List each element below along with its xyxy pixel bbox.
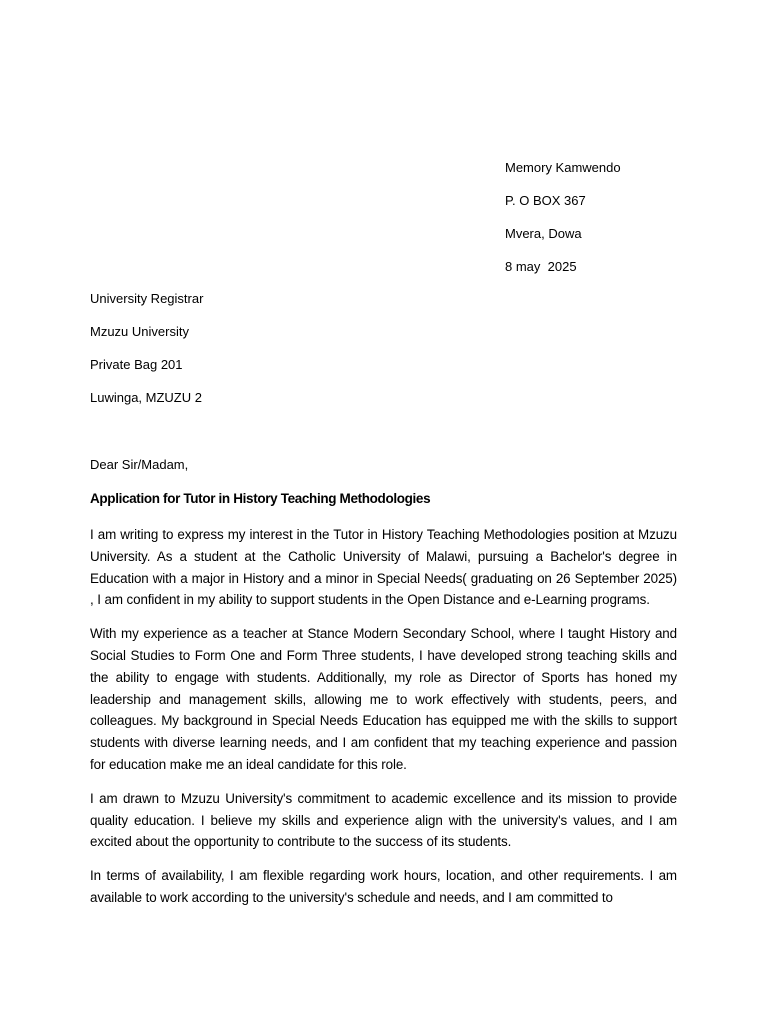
- recipient-title: University Registrar: [90, 291, 204, 306]
- salutation: Dear Sir/Madam,: [90, 457, 189, 472]
- sender-name: Memory Kamwendo: [505, 160, 621, 175]
- sender-po-box: P. O BOX 367: [505, 193, 586, 208]
- recipient-institution: Mzuzu University: [90, 324, 189, 339]
- recipient-private-bag: Private Bag 201: [90, 357, 183, 372]
- body-paragraph: With my experience as a teacher at Stance Modern Secondary School, where I taught History and Social Studies to Form One and Form Three students, I have developed strong teaching skills and the ability to engage with students. Additionally, my role as Director of Sports has honed my leadership and management skills, allowing me to work effectively with students, peers, and colleagues. My background in Special Needs Education has equipped me with the skills to support students with diverse learning needs, and I am confident that my teaching experience and passion for education make me an ideal candidate for this role.: [90, 626, 677, 772]
- recipient-address-block: [90, 290, 490, 422]
- sender-location: Mvera, Dowa: [505, 226, 582, 241]
- body-paragraph: In terms of availability, I am flexible regarding work hours, location, and other requirements. I am available to work according to the university's schedule and needs, and I am committed to: [90, 868, 677, 905]
- body-paragraph: I am writing to express my interest in the Tutor in History Teaching Methodologies position at Mzuzu University. As a student at the Catholic University of Malawi, pursuing a Bachelor's degree in Education with a major in History and a minor in Special Needs( graduating on 26 September 2025) , I am confident in my ability to support students in the Open Distance and e-Learning programs.: [90, 527, 677, 608]
- letter-date: 8 may 2025: [505, 259, 577, 274]
- body-paragraph: I am drawn to Mzuzu University's commitment to academic excellence and its mission to provide quality education. I believe my skills and experience align with the university's values, and I am excited about the opportunity to contribute to the success of its students.: [90, 790, 677, 850]
- subject-line: Application for Tutor in History Teaching Methodologies: [90, 491, 431, 506]
- recipient-city: Luwinga, MZUZU 2: [90, 390, 202, 405]
- sender-address-block: [505, 159, 745, 291]
- letter-body: [90, 524, 677, 921]
